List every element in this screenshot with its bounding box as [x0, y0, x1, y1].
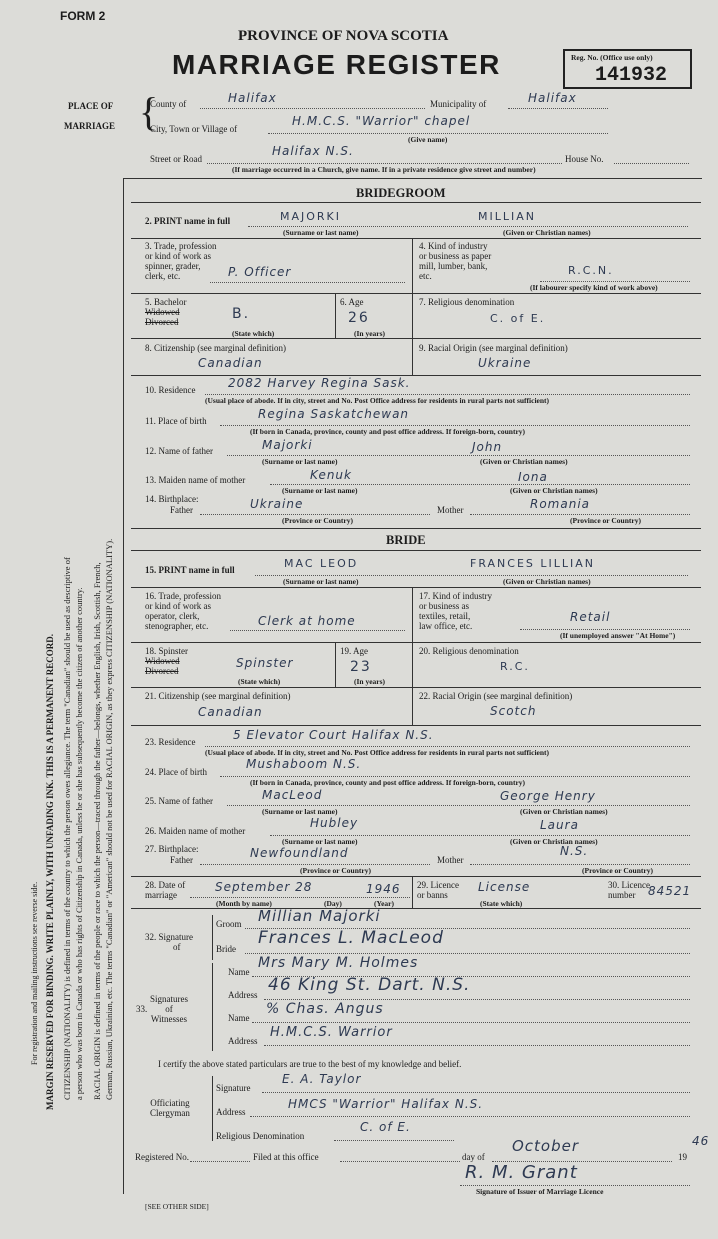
day-caption: (Day)	[324, 899, 342, 908]
bride-residence-value: 5 Elevator Court Halifax N.S.	[233, 728, 434, 742]
rule	[131, 375, 701, 376]
bride-heading: BRIDE	[386, 533, 426, 547]
bride-birth-line	[220, 775, 690, 777]
brace: {	[139, 89, 159, 134]
groom-industry-label-3: mill, lumber, bank,	[419, 261, 488, 271]
clergy-relig-value: C. of E.	[360, 1120, 411, 1134]
margin-line-4: a person who was born in Canada or who has rights of Citizenship in Canada, unless he or she has subsequently become the citizen of another country.	[74, 587, 84, 1100]
groom-trade-value: P. Officer	[228, 265, 292, 279]
groom-given: MILLIAN	[478, 210, 536, 223]
bride-mother-line	[270, 834, 690, 836]
clergy-address-label: Address	[216, 1107, 246, 1117]
rule	[335, 293, 336, 338]
bride-residence-label: 23. Residence	[145, 737, 196, 747]
house-line	[614, 162, 689, 164]
house-label: House No.	[565, 154, 604, 164]
unemployed-note: (If unemployed answer "At Home")	[560, 631, 676, 640]
w1-name-value: Mrs Mary M. Holmes	[258, 955, 419, 971]
licence-label: 29. Licence	[417, 880, 459, 890]
groom-bp-father-label: Father	[170, 505, 193, 515]
street-value: Halifax N.S.	[272, 144, 354, 158]
marriage-date-label: 28. Date of	[145, 880, 186, 890]
year-caption: (Year)	[374, 899, 394, 908]
province-caption: (Province or Country)	[570, 516, 641, 525]
groom-industry-line	[540, 280, 690, 282]
signature-label: 32. Signature	[145, 932, 193, 942]
bride-racial-value: Scotch	[490, 704, 537, 718]
w2-name-line	[252, 1021, 690, 1023]
rule	[131, 876, 701, 877]
province-caption: (Province or Country)	[582, 866, 653, 875]
licence-number-label-2: number	[608, 890, 636, 900]
bride-sig-line	[245, 952, 690, 954]
licence-number-value: 84521	[648, 884, 692, 898]
registered-label: Registered No.	[135, 1152, 189, 1162]
state-which-caption: (State which)	[232, 329, 275, 338]
surname-caption: (Surname or last name)	[262, 457, 338, 466]
marriage-label: MARRIAGE	[64, 121, 115, 131]
groom-surname: MAJORKI	[280, 210, 342, 223]
rule	[131, 202, 701, 203]
bride-print-label: 15. PRINT name in full	[145, 565, 235, 575]
groom-print-label: 2. PRINT name in full	[145, 216, 231, 226]
clergy-address-line	[250, 1115, 690, 1117]
w1-name-label: Name	[228, 967, 250, 977]
bride-status-value: Spinster	[236, 656, 294, 670]
w2-address-label: Address	[228, 1036, 258, 1046]
bride-surname: MAC LEOD	[284, 557, 359, 570]
filed-line	[340, 1160, 460, 1162]
groom-name-line	[248, 225, 688, 227]
groom-status-label-3: Divorced	[145, 317, 179, 327]
bride-status-label-2: Widowed	[145, 656, 180, 666]
rule	[335, 642, 336, 687]
filed-year-value: 46	[692, 1134, 710, 1148]
groom-status-label: 5. Bachelor	[145, 297, 187, 307]
marriage-date-line	[190, 896, 410, 898]
rule	[412, 293, 413, 338]
street-label: Street or Road	[150, 154, 202, 164]
bride-father-label: 25. Name of father	[145, 796, 213, 806]
clergy-sig-label: Signature	[216, 1083, 251, 1093]
groom-citizen-value: Canadian	[198, 356, 263, 370]
groom-birth-value: Regina Saskatchewan	[258, 407, 410, 421]
bride-mother-surname: Hubley	[310, 816, 359, 830]
residence-note: (Usual place of abode. If in city, street and No.	[205, 748, 353, 757]
groom-bp-mother-value: Romania	[530, 497, 591, 511]
groom-trade-label-2: or kind of work as	[145, 251, 211, 261]
bride-trade-label-3: operator, clerk,	[145, 611, 200, 621]
clergy-signature: E. A. Taylor	[282, 1072, 362, 1086]
groom-trade-label-3: spinner, grader,	[145, 261, 201, 271]
bride-signature: Frances L. MacLeod	[258, 928, 444, 948]
bride-birth-value: Mushaboom N.S.	[246, 757, 362, 771]
bride-status-label: 18. Spinster	[145, 646, 189, 656]
registered-line	[190, 1160, 250, 1162]
groom-trade-line	[210, 281, 405, 283]
clergy-address-value: HMCS "Warrior" Halifax N.S.	[288, 1097, 484, 1111]
licence-value: License	[478, 880, 531, 894]
surname-caption: (Surname or last name)	[262, 807, 338, 816]
given-caption: (Given or Christian names)	[520, 807, 608, 816]
groom-trade-label-4: clerk, etc.	[145, 271, 181, 281]
clergy-relig-label: Religious Denomination	[216, 1131, 305, 1141]
province-title: PROVINCE OF NOVA SCOTIA	[238, 28, 449, 44]
bride-bp-mother-value: N.S.	[560, 844, 589, 858]
city-label: City, Town or Village of	[150, 124, 238, 134]
groom-citizen-label: 8. Citizenship (see marginal definition)	[145, 343, 287, 353]
groom-age-value: 26	[348, 310, 370, 326]
bride-industry-label-4: law office, etc.	[419, 621, 473, 631]
groom-signature: Millian Majorki	[258, 907, 381, 925]
province-caption: (Province or Country)	[300, 866, 371, 875]
groom-residence-value: 2082 Harvey Regina Sask.	[228, 376, 411, 390]
groom-given-caption: (Given or Christian names)	[503, 228, 591, 237]
bride-industry-label-2: or business as	[419, 601, 469, 611]
state-which-caption: (State which)	[480, 899, 523, 908]
margin-line-3: CITIZENSHIP (NATIONALITY) is defined in terms of the country to which the person owes allegiance. The term "Canadian" should be used as descriptive of	[62, 557, 72, 1100]
groom-industry-label-4: etc.	[419, 271, 432, 281]
groom-racial-value: Ukraine	[478, 356, 532, 370]
city-line	[268, 132, 608, 134]
county-line	[200, 107, 425, 109]
w2-address-value: H.M.C.S. Warrior	[270, 1025, 393, 1040]
municipality-value: Halifax	[528, 91, 577, 105]
marriage-year-value: 1946	[366, 882, 401, 896]
month-caption: (Month by name)	[216, 899, 272, 908]
bride-father-given: George Henry	[500, 789, 596, 803]
bride-religion-value: R.C.	[500, 660, 530, 673]
bride-given: FRANCES LILLIAN	[470, 557, 596, 570]
groom-birthplace-label: 14. Birthplace:	[145, 494, 199, 504]
in-years-caption: (In years)	[354, 677, 386, 686]
bride-birth-label: 24. Place of birth	[145, 767, 207, 777]
groom-birth-label: 11. Place of birth	[145, 416, 207, 426]
bride-racial-label: 22. Racial Origin (see marginal definition)	[419, 691, 573, 701]
bride-surname-caption: (Surname or last name)	[283, 577, 359, 586]
county-label: County of	[150, 99, 187, 109]
rule	[131, 293, 701, 294]
bride-age-value: 23	[350, 659, 372, 675]
licence-label-2: or banns	[417, 890, 448, 900]
church-note: (If marriage occurred in a Church, give name. If in a private residence give street and number)	[232, 165, 536, 174]
rule	[412, 876, 413, 908]
w1-address-label: Address	[228, 990, 258, 1000]
groom-mother-surname: Kenuk	[310, 468, 352, 482]
w1-address-line	[264, 998, 690, 1000]
groom-father-given: John	[472, 440, 503, 454]
bride-trade-value: Clerk at home	[258, 614, 356, 628]
licence-number-label: 30. Licence	[608, 880, 650, 890]
given-caption: (Given or Christian names)	[510, 837, 598, 846]
groom-mother-label: 13. Maiden name of mother	[145, 475, 246, 485]
bride-trade-label-4: stenographer, etc.	[145, 621, 209, 631]
groom-surname-caption: (Surname or last name)	[283, 228, 359, 237]
bride-citizen-label: 21. Citizenship (see marginal definition)	[145, 691, 291, 701]
groom-sig-label: Groom	[216, 919, 242, 929]
municipality-line	[508, 107, 608, 109]
bride-trade-line	[230, 629, 405, 631]
bride-bp-father-label: Father	[170, 855, 193, 865]
groom-bp-father-line	[200, 513, 430, 515]
w2-name-value: % Chas. Angus	[266, 1001, 384, 1017]
marriage-date-label-2: marriage	[145, 890, 177, 900]
bride-trade-label: 16. Trade, profession	[145, 591, 221, 601]
groom-residence-line	[205, 393, 690, 395]
bride-bp-mother-line	[470, 863, 690, 865]
groom-mother-line	[270, 483, 690, 485]
filed-month-value: October	[512, 1137, 580, 1155]
groom-father-surname: Majorki	[262, 438, 313, 452]
form-number: FORM 2	[60, 9, 106, 23]
birth-note: (If born in Canada, province, county and post office address. If foreign-born, country)	[250, 778, 526, 787]
reg-label: Reg. No. (Office use only)	[571, 53, 653, 62]
bride-industry-value: Retail	[570, 610, 611, 624]
groom-age-label: 6. Age	[340, 297, 364, 307]
rule	[131, 687, 701, 688]
issuer-signature: R. M. Grant	[465, 1162, 578, 1183]
rule	[131, 238, 701, 239]
groom-mother-given: Iona	[518, 470, 548, 484]
margin-line-6: German, Russian, Ukrainian, etc. The terms "Canadian" or "American" should not be used for RACIAL ORIGIN, as they express CITIZENSHIP (NATIONALITY).	[104, 538, 114, 1100]
reg-number: 141932	[595, 64, 668, 87]
post-note: Post Office address for residents in rural parts not sufficient)	[354, 748, 550, 757]
issuer-caption: Signature of Issuer of Marriage Licence	[476, 1187, 604, 1196]
bride-industry-line	[520, 628, 690, 630]
witness-label: Signatures	[150, 994, 188, 1004]
give-name-note: (Give name)	[408, 135, 448, 144]
margin-line-2: MARGIN RESERVED FOR BINDING. WRITE PLAINLY, WITH UNFADING INK. THIS IS A PERMANENT RECORD.	[45, 633, 55, 1110]
province-caption: (Province or Country)	[282, 516, 353, 525]
groom-bp-mother-line	[470, 513, 690, 515]
bride-bp-mother-label: Mother	[437, 855, 464, 865]
bride-father-surname: MacLeod	[262, 788, 323, 802]
city-value: H.M.C.S. "Warrior" chapel	[292, 114, 471, 128]
groom-racial-label: 9. Racial Origin (see marginal definition)	[419, 343, 568, 353]
margin-line-5: RACIAL ORIGIN is defined in terms of the people or race to which the person—traced through the father—belongs, whether English, Irish, Scottish, French,	[92, 562, 102, 1100]
clergy-bracket	[212, 1076, 213, 1141]
groom-father-line	[227, 454, 690, 456]
groom-industry-label: 4. Kind of industry	[419, 241, 488, 251]
groom-residence-label: 10. Residence	[145, 385, 196, 395]
groom-bp-father-value: Ukraine	[250, 497, 304, 511]
w2-name-label: Name	[228, 1013, 250, 1023]
rule	[131, 642, 701, 643]
labourer-note: (If labourer specify kind of work above)	[530, 283, 658, 292]
rule	[131, 550, 701, 551]
groom-status-value: B.	[232, 306, 251, 322]
post-note: Post Office address for residents in rural parts not sufficient)	[354, 396, 550, 405]
given-caption: (Given or Christian names)	[480, 457, 568, 466]
rule	[412, 338, 413, 375]
witness-label-3: Witnesses	[150, 1014, 188, 1024]
rule	[412, 642, 413, 687]
bridegroom-heading: BRIDEGROOM	[356, 186, 446, 200]
rule	[131, 587, 701, 588]
groom-birth-line	[220, 424, 690, 426]
bride-industry-label: 17. Kind of industry	[419, 591, 492, 601]
see-other-side: [SEE OTHER SIDE]	[145, 1202, 209, 1211]
bride-name-line	[255, 574, 688, 576]
page-title: MARRIAGE REGISTER	[172, 49, 501, 80]
bride-bp-father-value: Newfoundland	[250, 846, 349, 860]
municipality-label: Municipality of	[430, 99, 487, 109]
bride-sig-label: Bride	[216, 944, 236, 954]
margin-line-1: For registration and mailing instructions see reverse side.	[30, 881, 39, 1065]
clergyman-label: Clergyman	[150, 1108, 190, 1118]
place-of-label: PLACE OF	[68, 101, 114, 111]
item-33-number: 33.	[136, 1004, 148, 1014]
marriage-date-value: September 28	[215, 880, 313, 894]
groom-religion-label: 7. Religious denomination	[419, 297, 515, 307]
certification-text: I certify the above stated particulars are true to the best of my knowledge and belief.	[158, 1059, 462, 1069]
bride-trade-label-2: or kind of work as	[145, 601, 211, 611]
rule	[131, 725, 701, 726]
bride-religion-label: 20. Religious denomination	[419, 646, 519, 656]
bride-residence-line	[205, 745, 690, 747]
groom-religion-value: C. of E.	[490, 312, 546, 325]
signature-bracket	[212, 915, 213, 960]
bride-father-line	[227, 804, 690, 806]
street-line	[207, 162, 562, 164]
bride-industry-label-3: textiles, retail,	[419, 611, 471, 621]
bride-bp-father-line	[200, 863, 430, 865]
rule	[131, 528, 701, 529]
surname-caption: (Surname or last name)	[282, 486, 358, 495]
w1-address-value: 46 King St. Dart. N.S.	[268, 975, 471, 995]
bride-status-label-3: Divorced	[145, 666, 179, 676]
officiating-label: Officiating	[150, 1098, 190, 1108]
clergy-sig-line	[262, 1091, 690, 1093]
day-of-label: day of	[462, 1152, 485, 1162]
groom-status-label-2: Widowed	[145, 307, 180, 317]
year-prefix: 19	[678, 1152, 687, 1162]
reg-number-box	[563, 49, 692, 89]
filed-label: Filed at this office	[253, 1152, 319, 1162]
rule	[412, 587, 413, 642]
groom-trade-label: 3. Trade, profession	[145, 241, 217, 251]
issuer-line	[460, 1184, 690, 1186]
groom-industry-label-2: or business as paper	[419, 251, 492, 261]
surname-caption: (Surname or last name)	[282, 837, 358, 846]
groom-bp-mother-label: Mother	[437, 505, 464, 515]
rule	[131, 908, 701, 909]
groom-industry-value: R.C.N.	[568, 264, 614, 277]
rule	[131, 338, 701, 339]
birth-note: (If born in Canada, province, county and post office address. If foreign-born, country)	[250, 427, 526, 436]
signature-of-label: of	[173, 942, 181, 952]
w2-address-line	[264, 1044, 690, 1046]
bride-birthplace-label: 27. Birthplace:	[145, 844, 199, 854]
witness-bracket	[212, 963, 213, 1051]
witness-of-label: of	[165, 1004, 173, 1014]
bride-citizen-value: Canadian	[198, 705, 263, 719]
county-value: Halifax	[228, 91, 277, 105]
bride-mother-given: Laura	[540, 818, 579, 832]
state-which-caption: (State which)	[238, 677, 281, 686]
clergy-relig-line	[334, 1139, 454, 1141]
residence-note: (Usual place of abode. If in city, street and No.	[205, 396, 353, 405]
in-years-caption: (In years)	[354, 329, 386, 338]
rule	[412, 687, 413, 725]
bride-age-label: 19. Age	[340, 646, 368, 656]
given-caption: (Given or Christian names)	[510, 486, 598, 495]
bride-mother-label: 26. Maiden name of mother	[145, 826, 246, 836]
rule	[412, 238, 413, 293]
bride-given-caption: (Given or Christian names)	[503, 577, 591, 586]
groom-father-label: 12. Name of father	[145, 446, 213, 456]
